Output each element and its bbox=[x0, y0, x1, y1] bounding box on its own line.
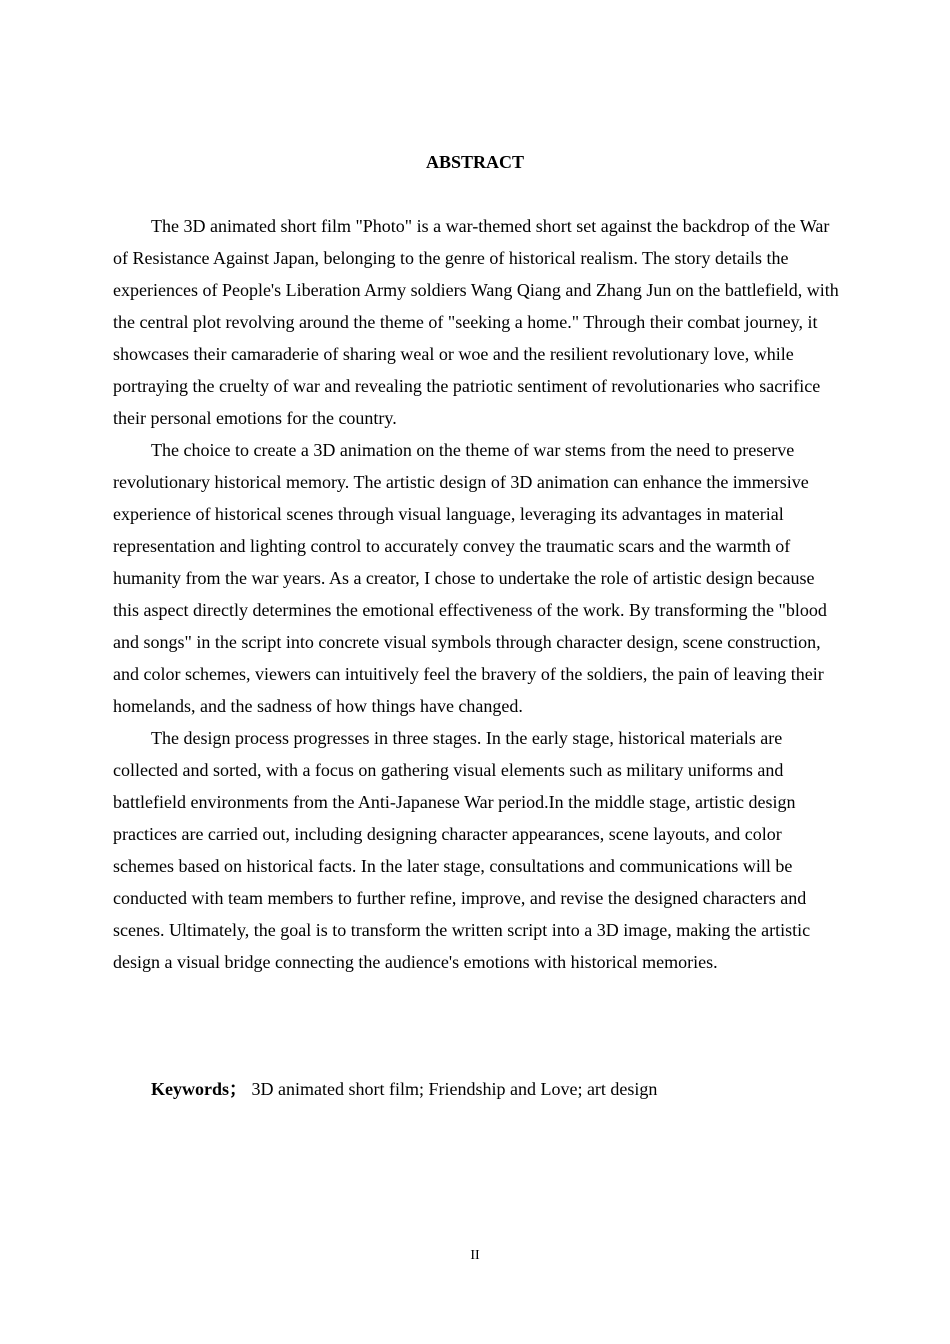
keywords-line bbox=[151, 1073, 839, 1105]
page-number: II bbox=[470, 1248, 480, 1263]
keywords-text: 3D animated short film; Friendship and Love; art design bbox=[251, 1079, 658, 1099]
abstract-title: ABSTRACT bbox=[425, 152, 525, 172]
abstract-paragraph-2: The choice to create a 3D animation on the theme of war stems from the need to preserve revolutionary historical memory. The artistic design of 3D animation can enhance the immersive experience of historical scenes through visual language, leveraging its advantages in material representation and lighting control to accurately convey the traumatic scars and the warmth of humanity from the war years. As a creator, I chose to undertake the role of artistic design because this aspect directly determines the emotional effectiveness of the work. By transforming the "blood and songs" in the script into concrete visual symbols through character design, scene construction, and color schemes, viewers can intuitively feel the bravery of the soldiers, the pain of leaving their homelands, and the sadness of how things have changed. bbox=[113, 440, 827, 716]
abstract-paragraph-1: The 3D animated short film "Photo" is a war-themed short set against the backdrop of the War of Resistance Against Japan, belonging to the genre of historical realism. The story details the experiences of People's Liberation Army soldiers Wang Qiang and Zhang Jun on the battlefield, with the central plot revolving around the theme of "seeking a home." Through their combat journey, it showcases their camaraderie of sharing weal or woe and the resilient revolutionary love, while portraying the cruelty of war and revealing the patriotic sentiment of revolutionaries who sacrifice their personal emotions for the country. bbox=[113, 216, 839, 428]
keywords-label: Keywords； bbox=[151, 1079, 247, 1099]
abstract-paragraph-3: The design process progresses in three stages. In the early stage, historical materials are collected and sorted, with a focus on gathering visual elements such as military uniforms and battlefield environments from the Anti-Japanese War period.In the middle stage, artistic design practices are carried out, including designing character appearances, scene layouts, and color schemes based on historical facts. In the later stage, consultations and communications will be conducted with team members to further refine, improve, and revise the designed characters and scenes. Ultimately, the goal is to transform the written script into a 3D image, making the artistic design a visual bridge connecting the audience's emotions with historical memories. bbox=[113, 728, 811, 972]
abstract-body bbox=[113, 210, 839, 978]
